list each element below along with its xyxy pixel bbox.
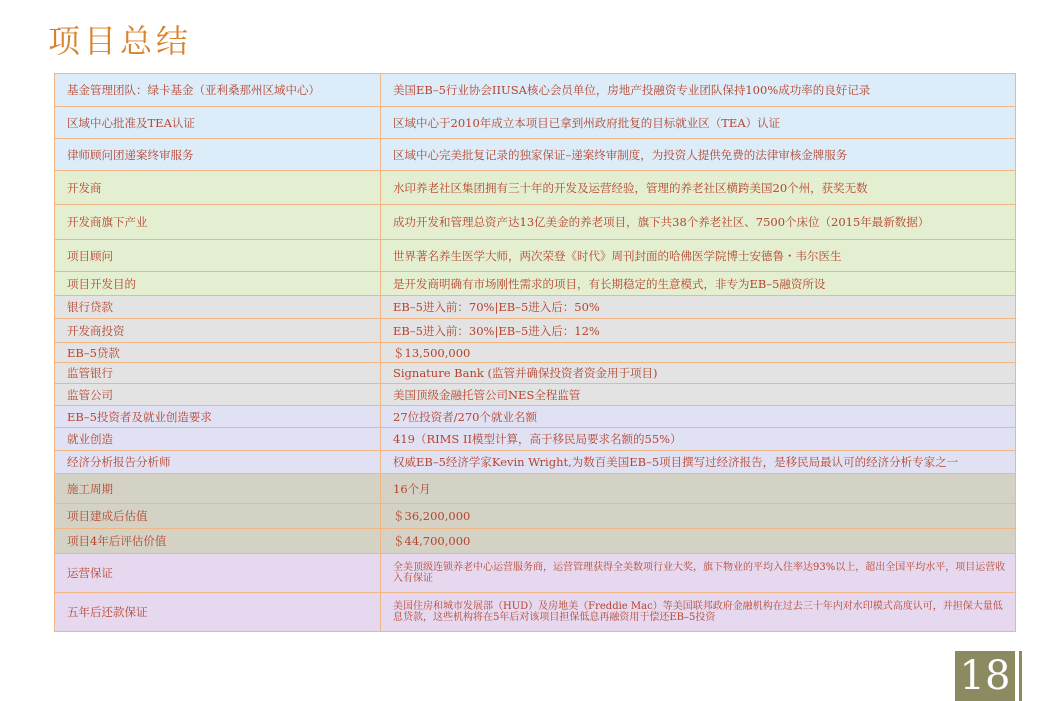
row-label: 开发商旗下产业 <box>55 205 381 240</box>
row-value: 16个月 <box>381 474 1016 504</box>
row-value: ＄44,700,000 <box>381 529 1016 554</box>
page-number: 18 <box>955 651 1015 701</box>
page-title: 项目总结 <box>48 22 193 60</box>
row-value: 水印养老社区集团拥有三十年的开发及运营经验，管理的养老社区横跨美国20个州，获奖无数 <box>381 171 1016 205</box>
row-label: 项目4年后评估价值 <box>55 529 381 554</box>
row-label: 监管公司 <box>55 384 381 406</box>
row-value: Signature Bank (监管并确保投资者资金用于项目) <box>381 363 1016 384</box>
row-value: 是开发商明确有市场刚性需求的项目，有长期稳定的生意模式，非专为EB–5融资所设 <box>381 272 1016 296</box>
row-label: 就业创造 <box>55 428 381 451</box>
row-label: 项目建成后估值 <box>55 504 381 529</box>
row-value: 419（RIMS II模型计算，高于移民局要求名额的55%） <box>381 428 1016 451</box>
table-row <box>55 384 1016 406</box>
row-label: 银行贷款 <box>55 296 381 319</box>
row-label: 律师顾问团递案终审服务 <box>55 139 381 171</box>
table-row <box>55 474 1016 504</box>
table-row <box>55 504 1016 529</box>
table-row <box>55 343 1016 363</box>
row-value: 美国住房和城市发展部（HUD）及房地美（Freddie Mac）等美国联邦政府金融机构在过去三十年内对水印模式高度认可，并担保大量低息贷款，这些机构将在5年后对该项目担保低息再融资用于偿还EB–5投资 <box>381 593 1016 632</box>
table-row <box>55 205 1016 240</box>
table-row <box>55 74 1016 107</box>
page-number-accent-bar <box>1019 651 1022 701</box>
row-label: 区域中心批准及TEA认证 <box>55 107 381 139</box>
table-row <box>55 529 1016 554</box>
row-value: 区域中心于2010年成立本项目已拿到州政府批复的目标就业区（TEA）认证 <box>381 107 1016 139</box>
row-value: 美国EB–5行业协会IIUSA核心会员单位，房地产投融资专业团队保持100%成功率的良好记录 <box>381 74 1016 107</box>
row-value: 世界著名养生医学大师，两次荣登《时代》周刊封面的哈佛医学院博士安德鲁・韦尔医生 <box>381 240 1016 272</box>
project-summary-table <box>54 73 1016 632</box>
table-row <box>55 171 1016 205</box>
row-label: 开发商投资 <box>55 319 381 343</box>
row-label: 开发商 <box>55 171 381 205</box>
row-value: ＄13,500,000 <box>381 343 1016 363</box>
row-label: EB–5投资者及就业创造要求 <box>55 406 381 428</box>
row-label: 运营保证 <box>55 554 381 593</box>
row-label: 施工周期 <box>55 474 381 504</box>
row-label: 经济分析报告分析师 <box>55 451 381 474</box>
row-value: 区域中心完美批复记录的独家保证–递案终审制度，为投资人提供免费的法律审核金牌服务 <box>381 139 1016 171</box>
row-value: 权威EB–5经济学家Kevin Wright,为数百美国EB–5项目撰写过经济报告，是移民局最认可的经济分析专家之一 <box>381 451 1016 474</box>
row-label: 项目顾问 <box>55 240 381 272</box>
row-value: ＄36,200,000 <box>381 504 1016 529</box>
table-row <box>55 406 1016 428</box>
row-value: 成功开发和管理总资产达13亿美金的养老项目，旗下共38个养老社区、7500个床位（2015年最新数据） <box>381 205 1016 240</box>
row-label: 项目开发目的 <box>55 272 381 296</box>
table-row <box>55 139 1016 171</box>
table-row <box>55 451 1016 474</box>
table-row <box>55 272 1016 296</box>
row-value: 27位投资者/270个就业名额 <box>381 406 1016 428</box>
row-label: EB–5贷款 <box>55 343 381 363</box>
row-value: EB–5进入前：30%|EB–5进入后：12% <box>381 319 1016 343</box>
table-row <box>55 554 1016 593</box>
table-row <box>55 107 1016 139</box>
row-value: 美国顶级金融托管公司NES全程监管 <box>381 384 1016 406</box>
table-row <box>55 593 1016 632</box>
table-row <box>55 296 1016 319</box>
row-value: EB–5进入前：70%|EB–5进入后：50% <box>381 296 1016 319</box>
table-row <box>55 363 1016 384</box>
row-label: 监管银行 <box>55 363 381 384</box>
row-value: 全美顶级连锁养老中心运营服务商，运营管理获得全美数项行业大奖，旗下物业的平均入住率达93%以上，超出全国平均水平，项目运营收入有保证 <box>381 554 1016 593</box>
table-row <box>55 319 1016 343</box>
table-row <box>55 428 1016 451</box>
row-label: 基金管理团队：绿卡基金（亚利桑那州区域中心） <box>55 74 381 107</box>
row-label: 五年后还款保证 <box>55 593 381 632</box>
table-row <box>55 240 1016 272</box>
